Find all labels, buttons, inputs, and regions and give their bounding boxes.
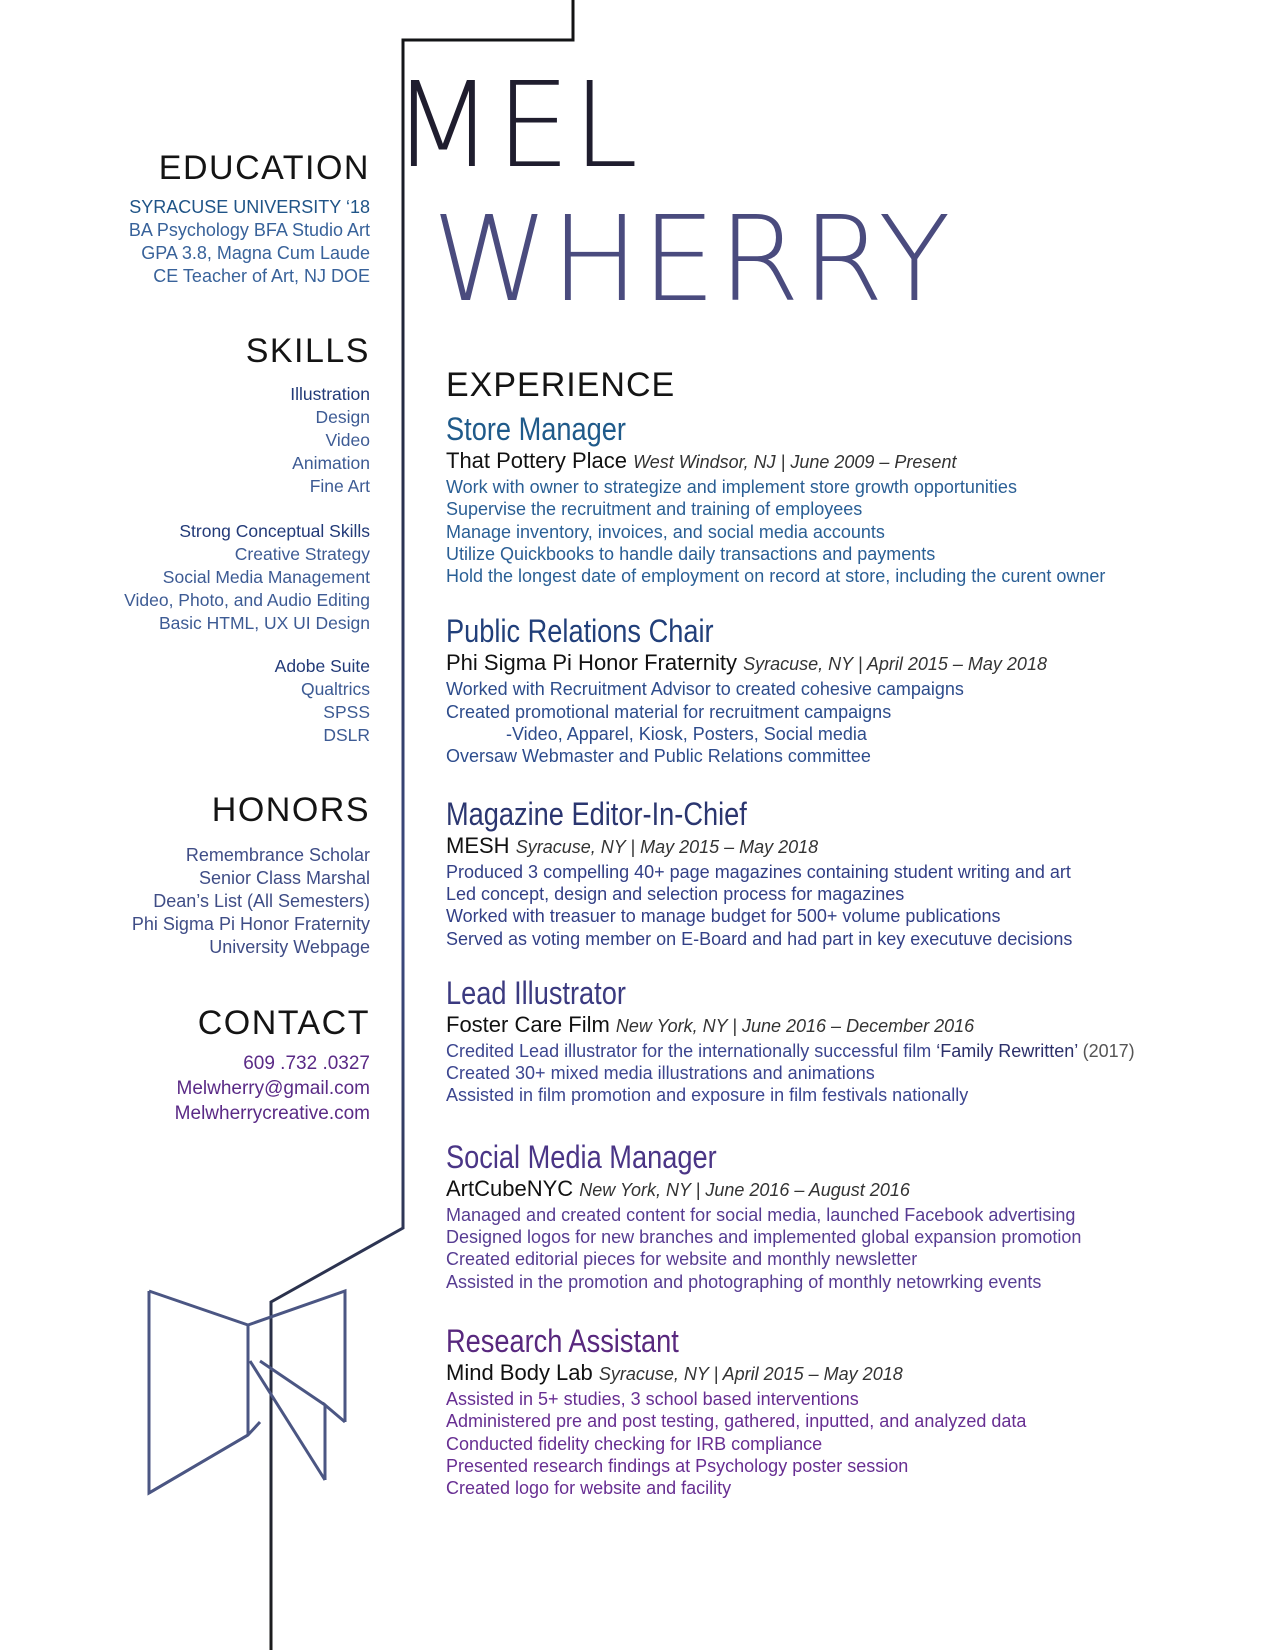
- job-entry: [446, 796, 1246, 950]
- job-organization: That Pottery Place: [446, 448, 627, 473]
- skill-item: Animation: [292, 453, 370, 473]
- education-heading: EDUCATION: [158, 149, 370, 187]
- job-entry: [446, 411, 1246, 587]
- skill-item: Video, Photo, and Audio Editing: [124, 590, 370, 610]
- education-section: [30, 148, 370, 288]
- contact-email[interactable]: Melwherry@gmail.com: [176, 1078, 370, 1099]
- job-title: Magazine Editor-In-Chief: [446, 795, 747, 832]
- job-meta: Syracuse, NY | April 2015 – May 2018: [743, 654, 1047, 675]
- job-meta: New York, NY | June 2016 – December 2016: [615, 1015, 975, 1036]
- skill-item: SPSS: [323, 702, 370, 722]
- contact-section: [30, 1003, 370, 1126]
- contact-website[interactable]: Melwherrycreative.com: [174, 1103, 370, 1124]
- skill-item: Social Media Management: [162, 567, 370, 587]
- job-bullet: Served as voting member on E-Board and had part in key executuve decisions: [446, 928, 1073, 949]
- honor-item: Phi Sigma Pi Honor Fraternity: [131, 914, 370, 934]
- skill-item: Design: [315, 407, 370, 427]
- skills-group-heading: Strong Conceptual Skills: [179, 521, 370, 541]
- job-subtitle: [446, 1011, 1246, 1040]
- job-bullet: Utilize Quickbooks to handle daily transactions and payments: [446, 543, 936, 564]
- job-subtitle: [446, 1359, 1246, 1388]
- honors-heading: HONORS: [211, 791, 370, 829]
- job-meta: Syracuse, NY | April 2015 – May 2018: [598, 1363, 903, 1384]
- job-organization: Mind Body Lab: [446, 1359, 593, 1385]
- job-bullet-text: Credited Lead illustrator for the internationally successful film: [446, 1040, 937, 1061]
- experience-heading: EXPERIENCE: [446, 366, 676, 404]
- job-organization: MESH: [446, 832, 510, 858]
- monogram-logo: [149, 1291, 345, 1493]
- job-title: Social Media Manager: [446, 1138, 717, 1175]
- skills-group-heading: Illustration: [290, 384, 370, 404]
- job-organization: Phi Sigma Pi Honor Fraternity: [446, 650, 737, 676]
- job-bullet: Created editorial pieces for website and monthly newsletter: [446, 1249, 918, 1270]
- job-bullet: Designed logos for new branches and implemented global expansion promotion: [446, 1227, 1082, 1248]
- job-bullet: Created 30+ mixed media illustrations and animations: [446, 1063, 875, 1084]
- skill-item: Qualtrics: [300, 679, 370, 699]
- honor-item: Senior Class Marshal: [198, 868, 370, 888]
- job-bullet: Led concept, design and selection process for magazines: [446, 883, 905, 904]
- education-line: CE Teacher of Art, NJ DOE: [153, 266, 370, 286]
- honors-section: [30, 790, 370, 959]
- job-organization: Foster Care Film: [446, 1011, 610, 1037]
- job-meta: New York, NY | June 2016 – August 2016: [579, 1179, 910, 1200]
- honor-item: Remembrance Scholar: [185, 845, 370, 865]
- skills-heading: SKILLS: [245, 332, 370, 370]
- job-subtitle: [446, 649, 1246, 678]
- skill-item: Video: [325, 430, 370, 450]
- left-column: [30, 148, 370, 1126]
- job-meta: West Windsor, NJ | June 2009 – Present: [633, 452, 957, 472]
- job-organization: ArtCubeNYC: [446, 1175, 574, 1201]
- job-bullet: Supervise the recruitment and training of employees: [446, 499, 863, 520]
- job-meta: Syracuse, NY | May 2015 – May 2018: [515, 836, 819, 857]
- job-bullet: -Video, Apparel, Kiosk, Posters, Social media: [506, 724, 867, 745]
- education-line: GPA 3.8, Magna Cum Laude: [141, 243, 370, 263]
- job-bullet: Created logo for website and facility: [446, 1478, 732, 1499]
- job-bullet: Worked with treasuer to manage budget for 500+ volume publications: [446, 906, 1001, 927]
- job-subtitle: [446, 832, 1246, 861]
- name-last: WHERRY: [432, 190, 953, 328]
- job-bullet: [446, 1040, 1246, 1062]
- education-line: BA Psychology BFA Studio Art: [128, 220, 370, 240]
- film-year: (2017): [1077, 1040, 1135, 1061]
- skill-item: Basic HTML, UX UI Design: [158, 613, 370, 633]
- job-bullet: Hold the longest date of employment on record at store, including the curent owner: [446, 566, 1106, 587]
- job-entry: [446, 613, 1246, 767]
- job-bullet: Assisted in film promotion and exposure in film festivals nationally: [446, 1085, 969, 1106]
- job-subtitle: [446, 1175, 1246, 1204]
- job-entry: [446, 1323, 1246, 1499]
- job-title: Public Relations Chair: [446, 613, 714, 650]
- job-bullet: Produced 3 compelling 40+ page magazines containing student writing and art: [446, 861, 1071, 882]
- education-school: SYRACUSE UNIVERSITY ‘18: [129, 197, 370, 217]
- contact-phone[interactable]: 609 .732 .0327: [243, 1053, 370, 1074]
- skill-item: DSLR: [323, 725, 370, 745]
- job-bullet: Administered pre and post testing, gathered, inputted, and analyzed data: [446, 1411, 1027, 1432]
- job-bullet: Worked with Recruitment Advisor to created cohesive campaigns: [446, 679, 964, 700]
- job-bullet: Assisted in the promotion and photographing of monthly netowrking events: [446, 1271, 1042, 1292]
- job-bullet: Presented research findings at Psychology poster session: [446, 1455, 909, 1476]
- job-entry: [446, 1139, 1246, 1293]
- skills-section: [30, 331, 370, 747]
- film-title: ‘Family Rewritten’: [936, 1040, 1078, 1061]
- name-first: MEL: [392, 56, 641, 194]
- job-title: Lead Illustrator: [446, 974, 626, 1011]
- job-bullet: Oversaw Webmaster and Public Relations committee: [446, 746, 871, 767]
- job-bullet: Work with owner to strategize and implement store growth opportunities: [446, 477, 1017, 497]
- contact-heading: CONTACT: [197, 1004, 370, 1042]
- experience-section: [446, 365, 1246, 1524]
- job-bullet: Assisted in 5+ studies, 3 school based interventions: [446, 1388, 859, 1409]
- job-bullet: Created promotional material for recruitment campaigns: [446, 701, 892, 722]
- job-bullet: Conducted fidelity checking for IRB compliance: [446, 1433, 823, 1454]
- job-subtitle: [446, 447, 1246, 476]
- honor-item: Dean’s List (All Semesters): [153, 891, 370, 911]
- job-title: Store Manager: [446, 411, 626, 447]
- job-bullet: Managed and created content for social media, launched Facebook advertising: [446, 1204, 1076, 1225]
- skill-item: Creative Strategy: [234, 544, 370, 564]
- job-entry: [446, 975, 1246, 1107]
- job-title: Research Assistant: [446, 1322, 679, 1359]
- skills-group-heading: Adobe Suite: [274, 656, 370, 676]
- honor-item: University Webpage: [209, 937, 370, 957]
- skill-item: Fine Art: [309, 476, 370, 496]
- job-bullet: Manage inventory, invoices, and social media accounts: [446, 521, 885, 542]
